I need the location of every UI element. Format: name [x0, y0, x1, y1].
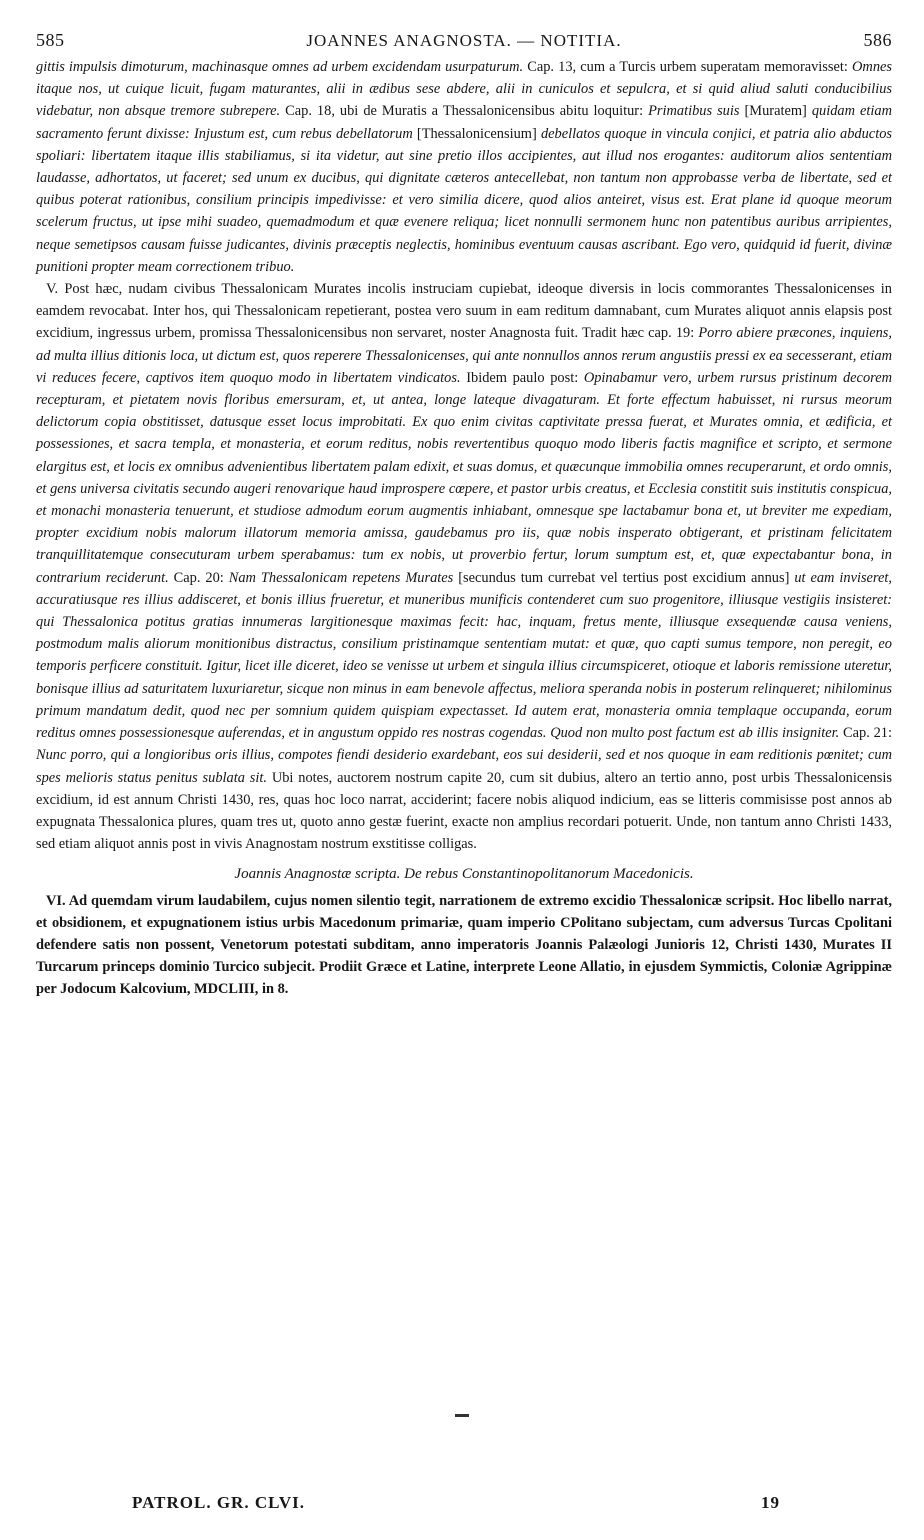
page-number-right: 586: [863, 30, 892, 50]
text-run: [Muratem]: [739, 103, 812, 120]
footer-series: PATROL. GR. CLVI.: [132, 1493, 306, 1512]
paragraph-section-vi: VI. Ad quemdam virum laudabilem, cujus nomen silentio tegit, narrationem de extremo excidio Thessalonicæ scripsit. Hoc libello narrat, et obsidionem, et expugnationem istius urbis Macedonum primariæ, quam imperio CPolitano subjectam, cum adversus Turcas Cpolitani defendere satis non possent, Venetorum potestati subditam, anno imperatoris Joannis Palæologi Junioris 12, Christi 1430, Murates II Turcarum princeps dominio Turcico subjecit. Prodiit Græce et Latine, interprete Leone Allatio, in ejusdem Symmictis, Coloniæ Agrippinæ per Jodocum Kalcovium, MDCLIII, in 8.: [36, 892, 892, 998]
text-run: Cap. 20:: [168, 569, 229, 586]
text-run: gittis impulsis dimoturum, machinasque omnes ad urbem excidendam usurpaturum.: [36, 59, 524, 75]
text-run: Ibidem paulo post:: [460, 369, 584, 386]
text-run: debellatos quoque in vincula conjici, et patria alio abductos spoliari: libertatem itaque illis stabiliamus, si ita videtur, aut sine pretio illos accipientes, aut illud nos erogantes: auditorum alios sententiam laudasse, adhortatos, ut faceret; sed unum ex ducibus, qui dignitate cæteros antecellebat, non tantum non approbasse verba de libertate, sed et quibus poterat rationibus, consilium principis impedivisse: et vero similia dicere, quod alios anteiret, visus est. Erat plane id quoque meorum scelerum fructus, ut ipse mihi suadeo, quemadmodum et quæ evenere reliqua; licet nonnulli sermonem hunc non patentibus auribus arripientes, neque semetipsos causam fuisse judicantes, divinis præceptis neglectis, hominibus eventuum causas ascribant. Ego vero, quidquid id fuerit, divinæ punitioni propter meam correctionem tribuo.: [36, 125, 892, 275]
end-mark: [455, 1414, 469, 1417]
paragraph-continuation: [36, 56, 892, 278]
text-run: Cap. 21:: [839, 725, 892, 742]
text-run: quidam etiam sacramento ferunt dixisse: Injustum est, cum rebus debellatorum: [36, 103, 892, 142]
section-title: Joannis Anagnostæ scripta. De rebus Constantinopolitanorum Macedonicis.: [234, 866, 694, 883]
text-run: V. Post hæc, nudam civibus Thessalonicam Murates incolis instruciam cupiebat, ideoque diversis in locis commorantes Thessalonicenses in eamdem revocabat. Inter hos, qui Thessalonicam repetierant, postea vero suum in eam reditum damnabant, cum Murates aliquot annis elapsis post excidium, ingressus urbem, promissa Thessalonicensibus non servaret, noster Anagnosta fuit. Tradit hæc cap. 19:: [36, 281, 892, 342]
page-header: [36, 30, 892, 56]
text-run: [secundus tum currebat vel tertius post excidium annus]: [453, 569, 795, 586]
page-footer: [132, 1493, 780, 1513]
text-run: ut eam inviseret, accuratiusque res illius addisceret, et bonis illius frueretur, et muneribus munificis contenderet cum suo progenitore, illiusque vestigiis insisteret: qui Thessalonica potitus gratias innumeras largitionesque maximas fecit: hac, inquam, fretus mente, illiusque exsequendæ causa veniens, postmodum malis aliorum monitionibus distractus, consilium pristinamque sententiam mutat: et quæ, quo capti sumus tempore, non peregit, eo temporis perficere constituit. Igitur, licet ille diceret, ideo se venisse ut urbem et singula illius circumspiceret, otioque et laboris remissione uteretur, bonisque illius ad saturitatem luxuriaretur, sicque non minus in eam benevole affectus, meliora speranda nobis in posterum relinqueret; nihilominus primum mandatum dedit, quod nec per somnium quidem quispiam expectasset. Id autem erat, monasteria omnia templaque occupanda, eorum reditus omnes possessionesque auferendas, et in angustum oppido res nostras cogendas. Quod non multo post factum est ab illis insigniter.: [36, 569, 892, 742]
text-run: [Thessalonicensium]: [412, 125, 541, 142]
text-run: Omnes itaque nos, ut cuique licuit, fugam maturantes, alii in ædibus sese abdere, alii in cuniculos et sepulcra, et si quid aliud saluti conducibilius videbatur, non absque tremore subrepere.: [36, 59, 892, 120]
main-text: [36, 56, 892, 1001]
text-run: Cap. 18, ubi de Muratis a Thessalonicensibus abitu loquitur:: [280, 103, 649, 120]
text-run: Ubi notes, auctorem nostrum capite 20, cum sit dubius, altero an tertio anno, post urbis Thessalonicensis excidium, id est annum Christi 1430, res, quas hoc loco narrat, acciderint; facere nobis aliquod indicium, eas se litteris commisisse post annos ab expugnata Thessalonica plures, quam tres ut, quoto anno gestæ fuerint, exacte non amplius recordari potuerit. Unde, non tantum anno Christi 1433, sed etiam aliquot annis post in vivis Anagnostam nostrum exstitisse colligas.: [36, 769, 893, 853]
text-run: Opinabamur vero, urbem rursus pristinum decorem recepturam, et pietatem novis floribus emersuram, et, ut antea, longe lateque divagaturam. Et forte effectum habuisset, ni rursus meorum delictorum copia obstitisset, datusque esset locus improbitati. Ex quo enim civitas captivitate pressa fuerat, et Murates omnia, et ædificia, et possessiones, et sacra templa, et monasteria, et eorum reditus, nobis revertentibus quoquo modo liberis factis magnifice et scripto, et sermone elargitus est, et locis ex omnibus advenientibus libertatem palam edixit, et suas domus, et quæcunque immobilia omnes recuperarunt, et ordo omnis, et gens universa civitatis secundo augeri renovarique haud improspere cœpere, et pastor urbis creatus, et Ecclesia constitit suis institutis conspicua, et monachi monasteria tenuerunt, et studiose admodum eorum augmentis inhiabant, omnesque spe lactabamur bona et, ut breviter me expediam, propter excidium nobis malorum illatorum memoria amissa, gaudebamus pro iis, quæ nobis insperato obtigerant, et pristinam felicitatem tranquillitatemque consecuturam urbem sperabamus: tum ex nobis, ut proverbio fertur, lorum sumptum est, et, quæ expectabantur bona, in contrarium reciderunt.: [36, 369, 892, 586]
text-run: Nunc porro, qui a longioribus oris illius, compotes fiendi desiderio exardebant, eos sui desiderii, sed et nos quoque in eam reditionis pœnitet; cum spes melioris status penitus sublata sit.: [36, 747, 892, 786]
text-run: Nam Thessalonicam repetens Murates: [228, 569, 454, 586]
running-title: JOANNES ANAGNOSTA. — NOTITIA.: [306, 31, 622, 50]
page-number-left: 585: [36, 30, 65, 50]
footer-signature: 19: [761, 1493, 780, 1512]
paragraph-section-v: [36, 278, 892, 855]
text-run: Porro abiere præcones, inquiens, ad multa illius ditionis loca, ut dictum est, quos reperere Thessalonicenses, qui ante nonnullos annos rerum angustiis pressi ex ea secesserant, etiam vi reduces fecere, captivos item quoquo modo in libertatem vindicatos.: [36, 325, 892, 386]
text-run: Cap. 13, cum a Turcis urbem superatam memoravisset:: [523, 59, 853, 75]
text-run: Primatibus suis: [648, 103, 740, 120]
page: [36, 30, 892, 1001]
